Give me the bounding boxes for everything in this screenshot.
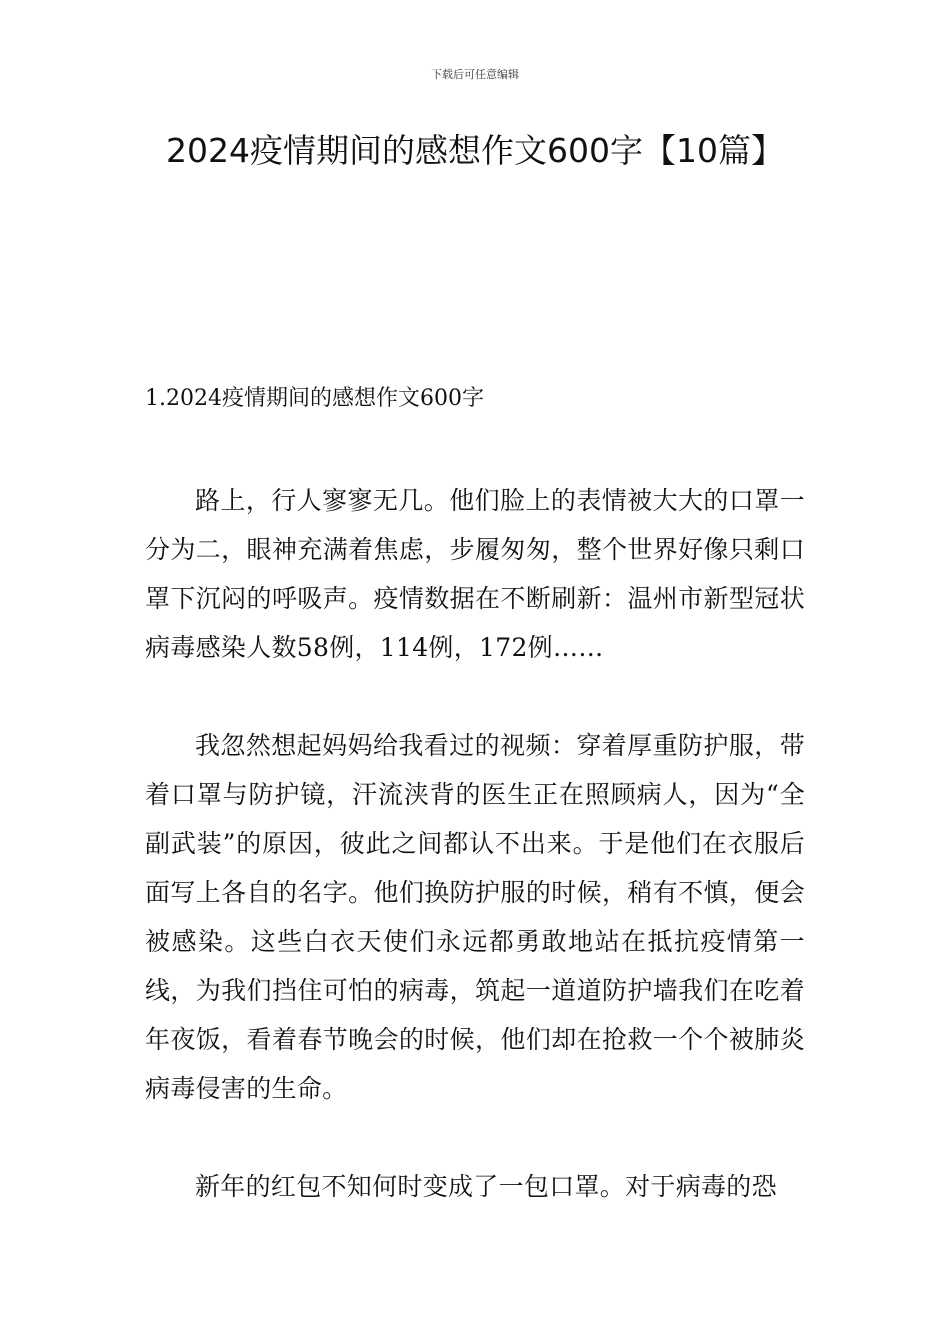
header-note: 下载后可任意编辑	[431, 68, 519, 81]
paragraph: 路上，行人寥寥无几。他们脸上的表情被大大的口罩一分为二，眼神充满着焦虑，步履匆匆，整个世界好像只剩口罩下沉闷的呼吸声。疫情数据在不断刷新：温州市新型冠状病毒感染人数58例，114例，172例……	[145, 486, 805, 662]
paragraph: 新年的红包不知何时变成了一包口罩。对于病毒的恐	[195, 1172, 777, 1201]
section-heading: 1.2024疫情期间的感想作文600字	[145, 386, 484, 411]
paragraph: 我忽然想起妈妈给我看过的视频：穿着厚重防护服，带着口罩与防护镜，汗流浃背的医生正在照顾病人，因为“全副武装”的原因，彼此之间都认不出来。于是他们在衣服后面写上各自的名字。他们换防护服的时候，稍有不慎，便会被感染。这些白衣天使们永远都勇敢地站在抵抗疫情第一线，为我们挡住可怕的病毒，筑起一道道防护墙我们在吃着年夜饭，看着春节晚会的时候，他们却在抢救一个个被肺炎病毒侵害的生命。	[145, 731, 805, 1103]
document-title: 2024疫情期间的感想作文600字【10篇】	[166, 131, 784, 170]
